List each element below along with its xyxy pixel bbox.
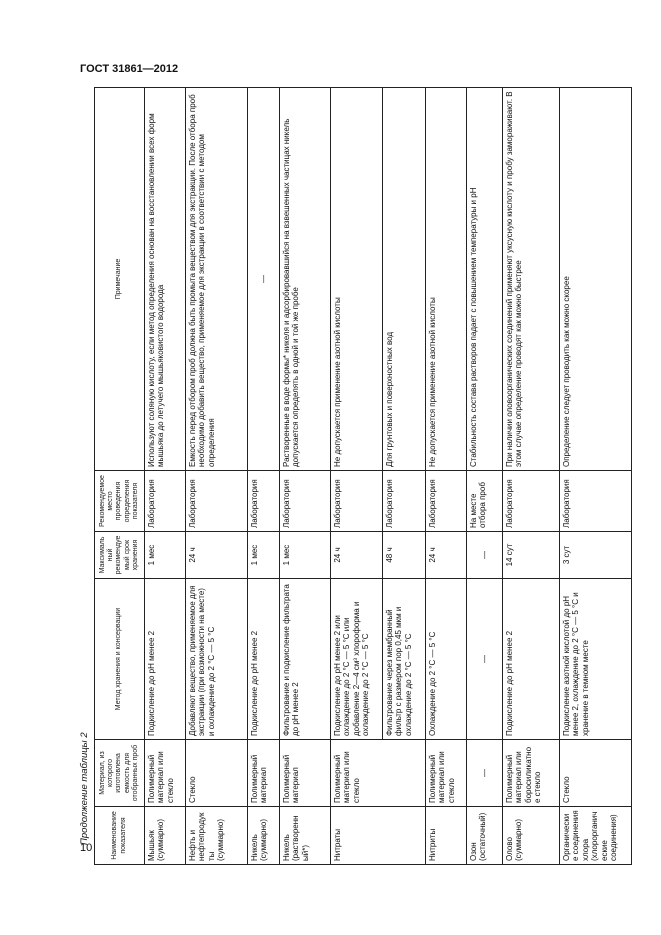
table-caption: Продолжение таблицы 2	[79, 732, 90, 845]
cell-method: Подкисление до рН менее 2	[145, 579, 186, 740]
cell-indicator: Олово (суммарно)	[503, 807, 560, 865]
rotated-table-area	[94, 88, 619, 865]
cell-note: Растворенные в воде формы* никеля и адсорбировавшийся на взвешенных частицах никель допускается определять в одной и той же пробе	[280, 88, 331, 471]
cell-note: Для грунтовых и поверхностных вод	[383, 88, 426, 471]
cell-place: Лаборатория	[331, 471, 383, 532]
cell-place: На месте отбора проб	[467, 471, 503, 532]
cell-method: Добавляют вещество, применяемое для экстракции (при возможности на месте) и охлаждение до 2 °С — 5 °С	[186, 579, 248, 740]
storage-table	[94, 87, 632, 865]
cell-indicator: Никель (суммарно)	[248, 807, 280, 865]
cell-note: Емкость перед отбором проб должна быть промыта веществом для экстракции. После отбора проб необходимо добавить вещество, применяемое для экстракции в соответствии с методом определения	[186, 88, 248, 471]
cell-material: Полимерный материал или стекло	[331, 740, 426, 807]
cell-indicator: Нитриты	[426, 807, 467, 865]
cell-material: Стекло	[186, 740, 248, 807]
table-row	[280, 88, 331, 865]
cell-material: Полимерный материал	[248, 740, 280, 807]
cell-note: —	[248, 88, 280, 471]
cell-max-time: 1 мес	[145, 532, 186, 579]
cell-material: Полимерный материал или боросиликатное стекло	[503, 740, 560, 807]
cell-max-time: —	[467, 532, 503, 579]
cell-place: Лаборатория	[503, 471, 560, 532]
header-method: Метод хранения и консервации	[95, 579, 145, 740]
cell-material: Полимерный материал или стекло	[145, 740, 186, 807]
header-indicator: Наименование показателя	[95, 807, 145, 865]
rotated-table-inner	[94, 88, 619, 865]
cell-method: Фильтрование и подкисление фильтрата до рН менее 2	[280, 579, 331, 740]
cell-note: Определение следует проводить как можно скорее	[560, 88, 632, 471]
cell-material: Полимерный материал или стекло	[426, 740, 467, 807]
cell-method: Охлаждение до 2 °С — 5 °С	[426, 579, 467, 740]
cell-place: Лаборатория	[383, 471, 426, 532]
cell-method: —	[467, 579, 503, 740]
table-row	[560, 88, 632, 865]
table-row	[467, 88, 503, 865]
cell-max-time: 24 ч	[186, 532, 248, 579]
table-row	[248, 88, 280, 865]
cell-indicator: Мышьяк (суммарно)	[145, 807, 186, 865]
cell-max-time: 24 ч	[331, 532, 383, 579]
table-row	[426, 88, 467, 865]
cell-material: Стекло	[560, 740, 632, 807]
header-place: Рекомендуемое место проведения определения показателя	[95, 471, 145, 532]
cell-note: Используют соляную кислоту, если метод определения основан на восстановлении всех форм мышьяка до летучего мышьяковистого водорода	[145, 88, 186, 471]
cell-material: Полимерный материал	[280, 740, 331, 807]
cell-method: Фильтрование через мембранный фильтр с размером пор 0,45 мкм и охлаждение до 2 °С — 5 °С	[383, 579, 426, 740]
header-material: Материал, из которого изготовлена емкость для отобранных проб	[95, 740, 145, 807]
cell-indicator: Органические соединения хлора (хлорорганические соединения)	[560, 807, 632, 865]
cell-note: Не допускается применение азотной кислоты	[426, 88, 467, 471]
header-note: Примечание	[95, 88, 145, 471]
cell-place: Лаборатория	[145, 471, 186, 532]
cell-place: Лаборатория	[426, 471, 467, 532]
cell-max-time: 24 ч	[426, 532, 467, 579]
table-row	[186, 88, 248, 865]
cell-max-time: 1 мес	[248, 532, 280, 579]
cell-max-time: 14 сут	[503, 532, 560, 579]
cell-place: Лаборатория	[280, 471, 331, 532]
standard-header: ГОСТ 31861—2012	[80, 63, 179, 75]
cell-indicator: Нефть и нефтепродукты (суммарно)	[186, 807, 248, 865]
cell-note: Не допускается применение азотной кислоты	[331, 88, 383, 471]
cell-material: —	[467, 740, 503, 807]
cell-indicator: Озон (остаточный)	[467, 807, 503, 865]
table-row	[331, 88, 383, 865]
cell-place: Лаборатория	[248, 471, 280, 532]
cell-method: Подкисление до рН менее 2 или охлаждение до 2 °С — 5 °С или добавление 2—4 см³ хлороформа и охлаждение до 2 °С — 5 °С	[331, 579, 383, 740]
cell-note: Стабильность состава растворов падает с повышением температуры и рН	[467, 88, 503, 471]
cell-method: Подкисление до рН менее 2	[503, 579, 560, 740]
cell-method: Подкисление до рН менее 2	[248, 579, 280, 740]
cell-indicator: Нитраты	[331, 807, 426, 865]
cell-indicator: Никель (растворенный*)	[280, 807, 331, 865]
page-number: 10	[80, 842, 93, 854]
cell-max-time: 3 сут	[560, 532, 632, 579]
header-max-time: Максимальный рекомендуемый срок хранения	[95, 532, 145, 579]
cell-note: При наличии оловоорганических соединений применяют уксусную кислоту и пробу замораживают. В этом случае определение проводят как можно быстрее	[503, 88, 560, 471]
cell-max-time: 1 мес	[280, 532, 331, 579]
cell-place: Лаборатория	[560, 471, 632, 532]
table-header-row	[95, 88, 145, 865]
cell-method: Подкисление азотной кислотой до рН менее 2, охлаждение до 2 °С — 5 °С и хранение в темном месте	[560, 579, 632, 740]
table-row	[503, 88, 560, 865]
table-row	[145, 88, 186, 865]
cell-max-time: 48 ч	[383, 532, 426, 579]
cell-place: Лаборатория	[186, 471, 248, 532]
